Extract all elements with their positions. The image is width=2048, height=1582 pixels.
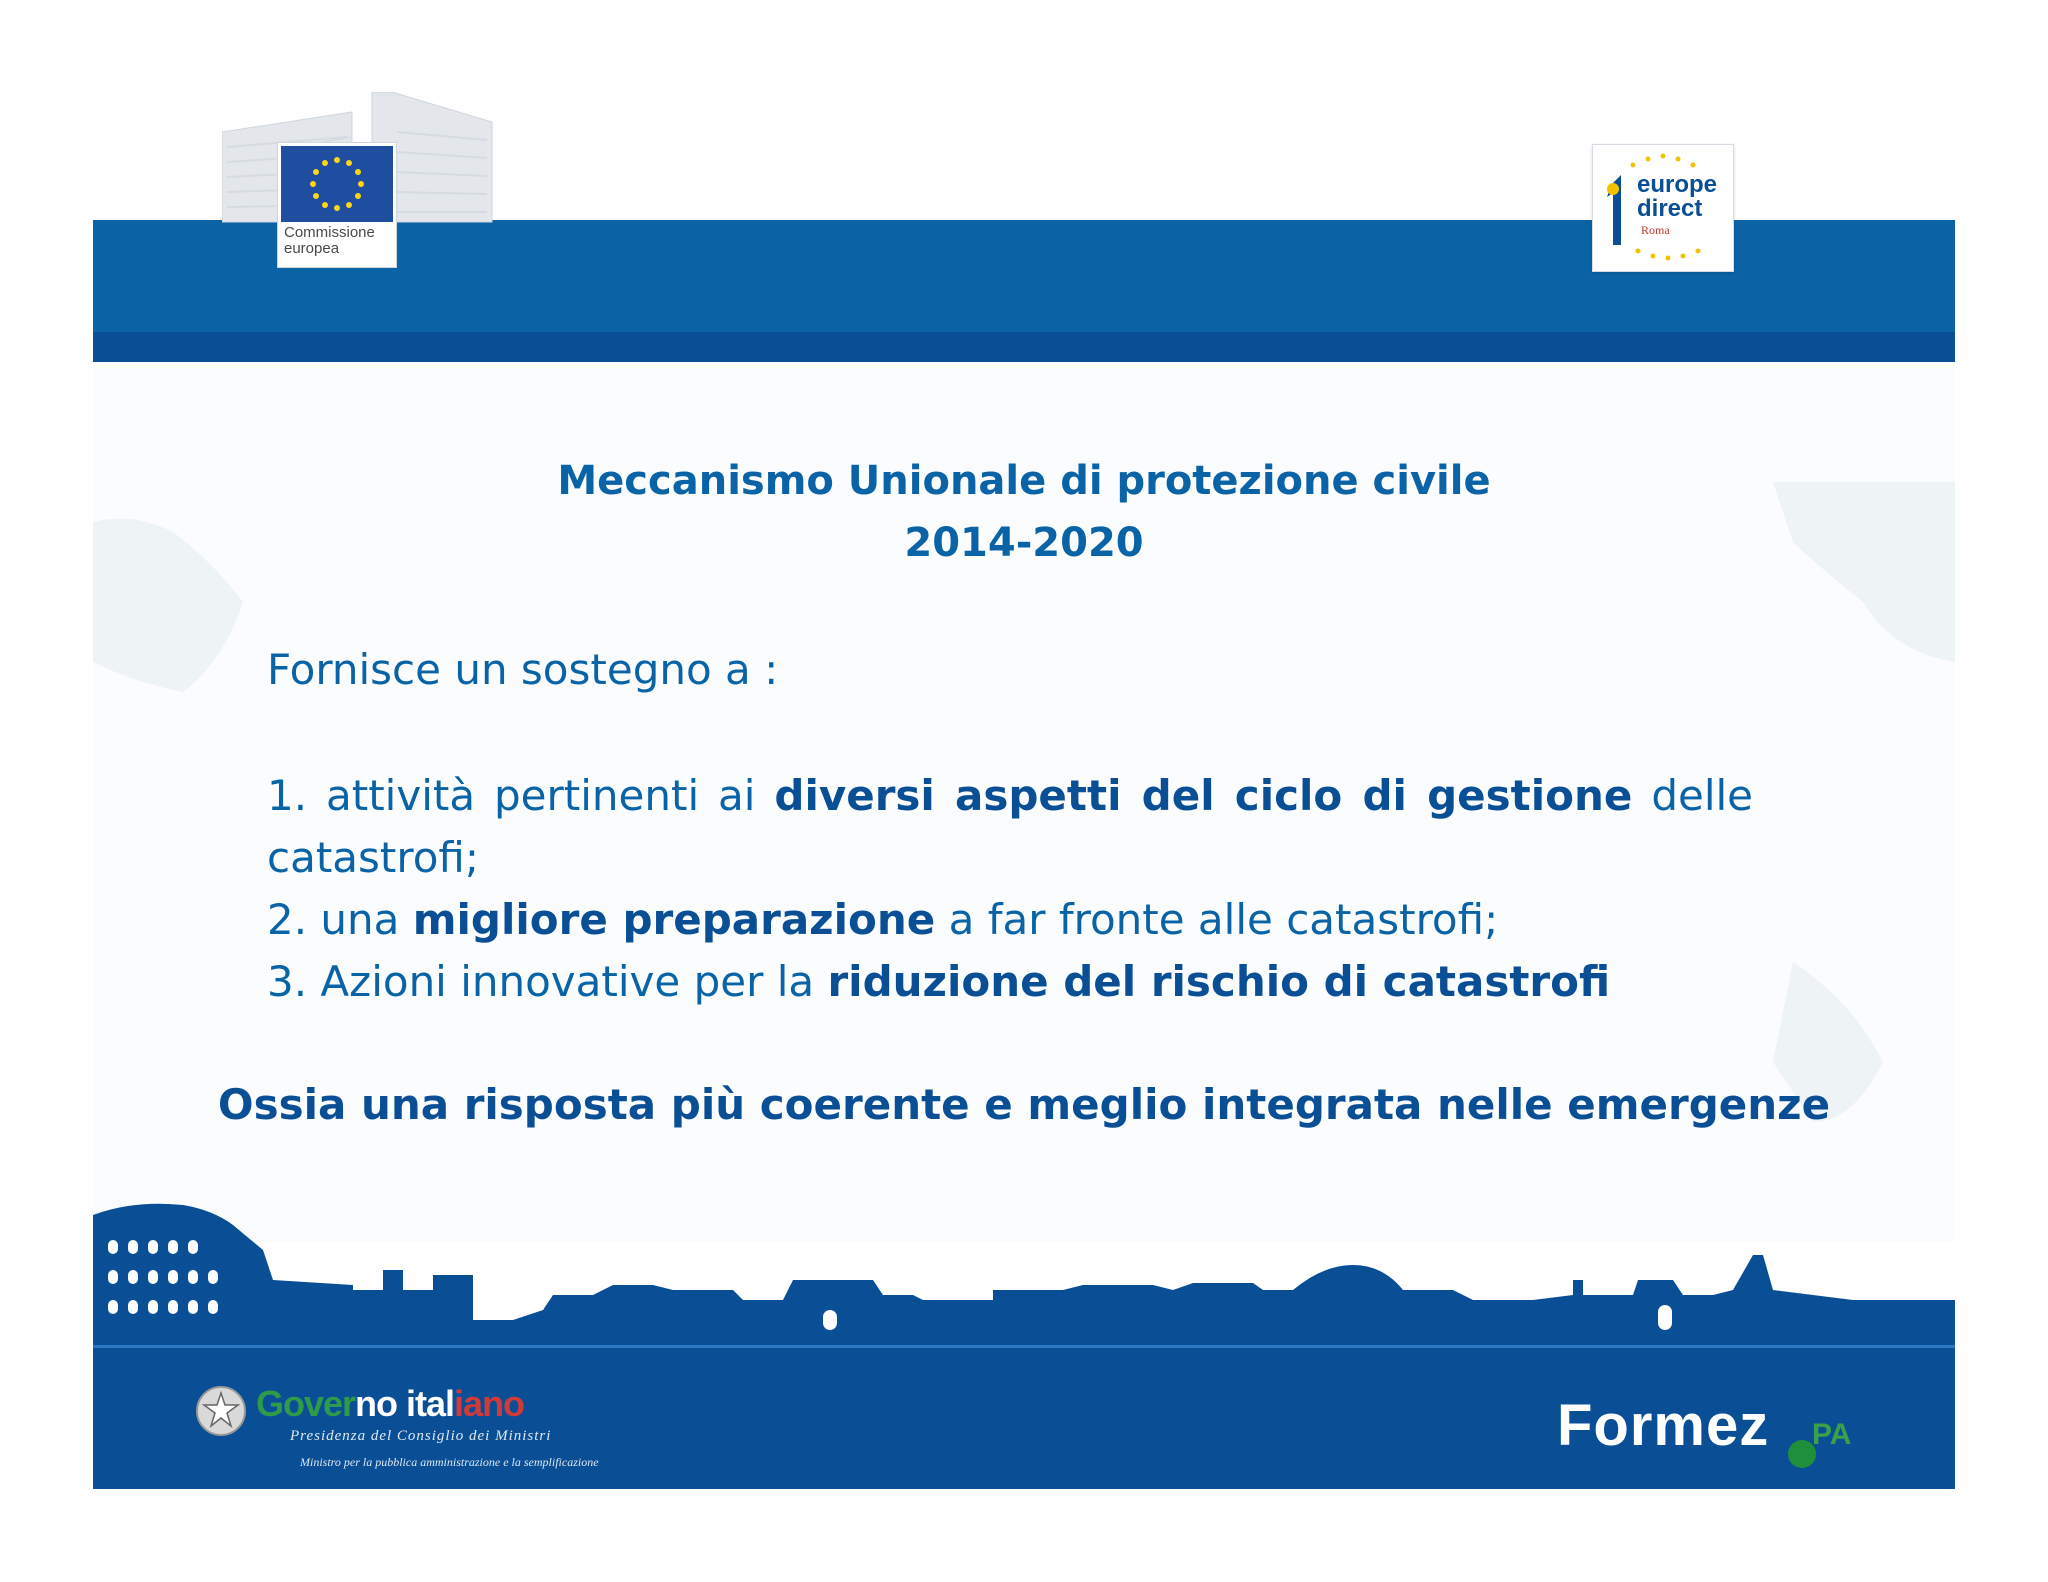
formez-pa-label: PA	[1812, 1418, 1852, 1451]
europe-direct-logo	[1592, 144, 1734, 272]
europe-direct-label: europe	[1637, 171, 1718, 198]
governo-italiano-logo: Governo italiano	[256, 1383, 525, 1424]
eu-flag-icon	[281, 146, 393, 222]
list-item: 1. attività pertinenti ai diversi aspetti del ciclo di gestione delle catastrofi;	[267, 771, 1753, 882]
conclusion-text: Ossia una risposta più coerente e meglio integrata nelle emergenze	[217, 1080, 1831, 1129]
formez-logo: Formez	[1557, 1393, 1770, 1458]
list-item: 2. una migliore preparazione a far fronte alle catastrofi;	[267, 895, 1499, 944]
stars-bottom-icon	[1623, 245, 1713, 263]
governo-ministry: Ministro per la pubblica amministrazione e la semplificazione	[300, 1455, 599, 1469]
footer-line	[93, 1345, 1955, 1348]
europe-direct-label-2: direct	[1637, 195, 1703, 222]
italian-emblem-icon	[195, 1385, 247, 1437]
one-numeral-icon	[1605, 175, 1627, 245]
slide-subtitle-years: 2014-2020	[904, 520, 1144, 566]
europe-direct-city: Roma	[1641, 223, 1670, 237]
support-list	[267, 765, 1753, 1013]
slide-title: Meccanismo Unionale di protezione civile	[557, 458, 1491, 504]
ec-logo-text: Commissione europea	[284, 224, 375, 257]
ec-logo	[277, 142, 397, 268]
list-item: 3. Azioni innovative per la riduzione del rischio di catastrofi	[267, 957, 1611, 1006]
header-stripe	[93, 332, 1955, 362]
rome-skyline-icon	[93, 1195, 1955, 1345]
governo-subtitle: Presidenza del Consiglio dei Ministri	[290, 1428, 552, 1444]
intro-text: Fornisce un sostegno a :	[267, 645, 779, 694]
stars-icon	[1623, 151, 1713, 171]
